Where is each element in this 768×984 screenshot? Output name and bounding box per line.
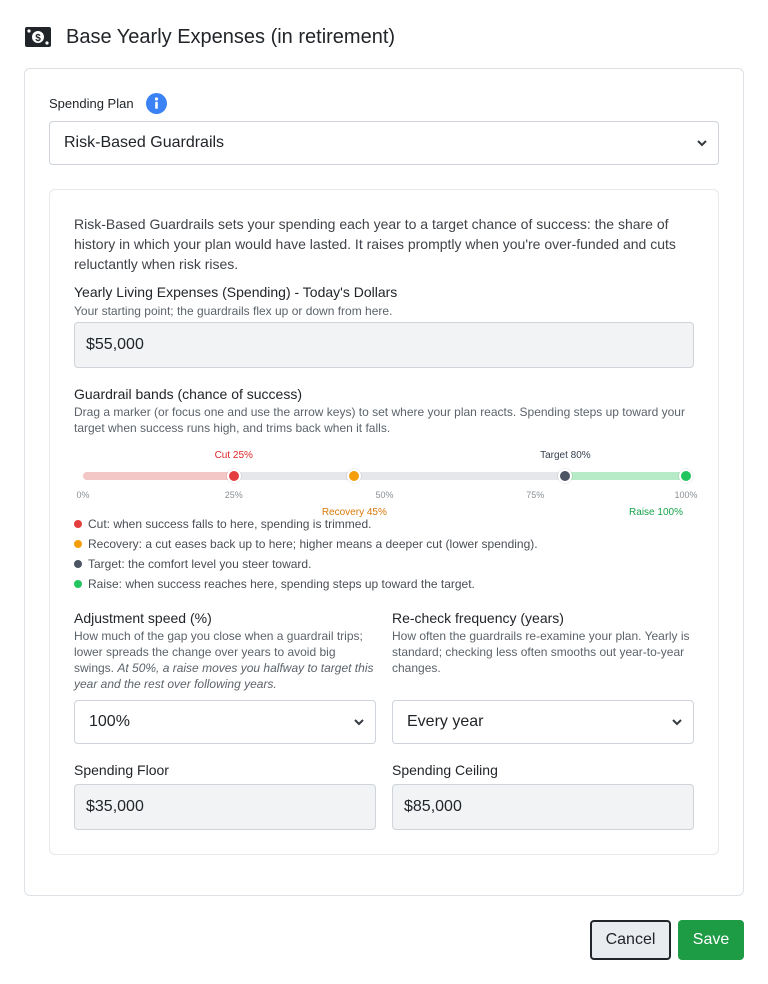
legend-text-recovery: Recovery: a cut eases back up to here; higher means a deeper cut (lower spending). [88,537,538,551]
chevron-down-icon [353,716,365,728]
cut-marker-handle[interactable] [227,469,241,483]
recheck-frequency-help: How often the guardrails re-examine your plan. Yearly is standard; checking less often smooths out year-to-year changes. [392,629,690,675]
adjustment-speed-select[interactable] [74,700,376,744]
chevron-down-icon [671,716,683,728]
expenses-help: Your starting point; the guardrails flex up or down from here. [74,304,393,318]
recovery-marker-label: Recovery 45% [321,507,387,518]
spending-plan-card [24,68,744,896]
target-marker-label: Target 80% [540,450,591,461]
spending-plan-select[interactable] [49,121,719,165]
legend-item-raise [74,574,694,594]
target-marker-handle[interactable] [558,469,572,483]
recovery-marker-handle[interactable] [347,469,361,483]
adjustment-speed-label: Adjustment speed (%) [74,610,212,626]
legend-dot-cut [74,520,82,528]
chevron-down-icon [696,137,708,149]
yearly-expenses-input[interactable] [74,322,694,368]
spending-plan-label: Spending Plan [49,96,134,111]
modal-header [24,22,395,52]
expenses-label: Yearly Living Expenses (Spending) - Today's Dollars [74,284,398,300]
adjustment-speed-help [74,628,378,692]
guardrails-settings-card [49,189,719,855]
legend-text-target: Target: the comfort level you steer toward. [88,557,312,571]
spending-ceiling-label: Spending Ceiling [392,762,498,778]
tick-100: 100% [674,490,698,500]
legend-item-target [74,554,694,574]
cut-marker-label: Cut 25% [214,450,253,461]
legend-dot-recovery [74,540,82,548]
adjustment-speed-selected: 100% [89,713,130,730]
recheck-frequency-select[interactable] [392,700,694,744]
tick-75: 75% [526,490,545,500]
legend-item-cut [74,514,694,534]
adjustment-speed-help-example: At 50%, a raise moves you halfway to target this year and the rest over following years. [74,661,374,691]
legend-dot-raise [74,580,82,588]
guardrail-legend [74,514,694,594]
svg-text:$: $ [35,33,41,44]
tick-50: 50% [375,490,394,500]
modal-title: Base Yearly Expenses (in retirement) [66,25,396,48]
plan-description: Risk-Based Guardrails sets your spending each year to a target chance of success: the share of history in which your plan would have lasted. It raises promptly when you're over-funded and cuts reluctantly when risk rises. [74,216,676,272]
recheck-frequency-selected: Every year [407,713,484,730]
save-button[interactable]: Save [678,920,744,960]
raise-marker-handle[interactable] [679,469,693,483]
legend-dot-target [74,560,82,568]
yearly-expenses-value: $55,000 [86,336,144,353]
spending-floor-input[interactable] [74,784,376,830]
legend-text-raise: Raise: when success reaches here, spending steps up toward the target. [88,577,475,591]
spending-floor-value: $35,000 [86,798,144,815]
recheck-frequency-label: Re-check frequency (years) [392,610,564,626]
raise-band [565,472,686,480]
spending-ceiling-value: $85,000 [404,798,462,815]
tick-0: 0% [76,490,90,500]
tick-25: 25% [224,490,243,500]
spending-floor-label: Spending Floor [74,762,169,778]
cut-band [83,472,234,480]
raise-marker-label: Raise 100% [629,507,683,518]
legend-item-recovery [74,534,694,554]
spending-ceiling-input[interactable] [392,784,694,830]
adjustment-speed-help-text: How much of the gap you close when a guardrail trips; lower spreads the change over years to avoid big swings. [74,629,363,675]
cancel-button[interactable]: Cancel [590,920,671,960]
guardrail-bands-label: Guardrail bands (chance of success) [74,386,302,402]
legend-text-cut: Cut: when success falls to here, spending is trimmed. [88,517,372,531]
guardrail-bands-help: Drag a marker (or focus one and use the arrow keys) to set where your plan reacts. Spending steps up toward your target when success runs high, and trims back when it falls. [74,405,685,435]
spending-plan-label-row [49,93,167,114]
info-circle-icon[interactable] [146,93,167,114]
spending-plan-selected: Risk-Based Guardrails [64,134,225,151]
money-bill-icon [24,24,52,50]
